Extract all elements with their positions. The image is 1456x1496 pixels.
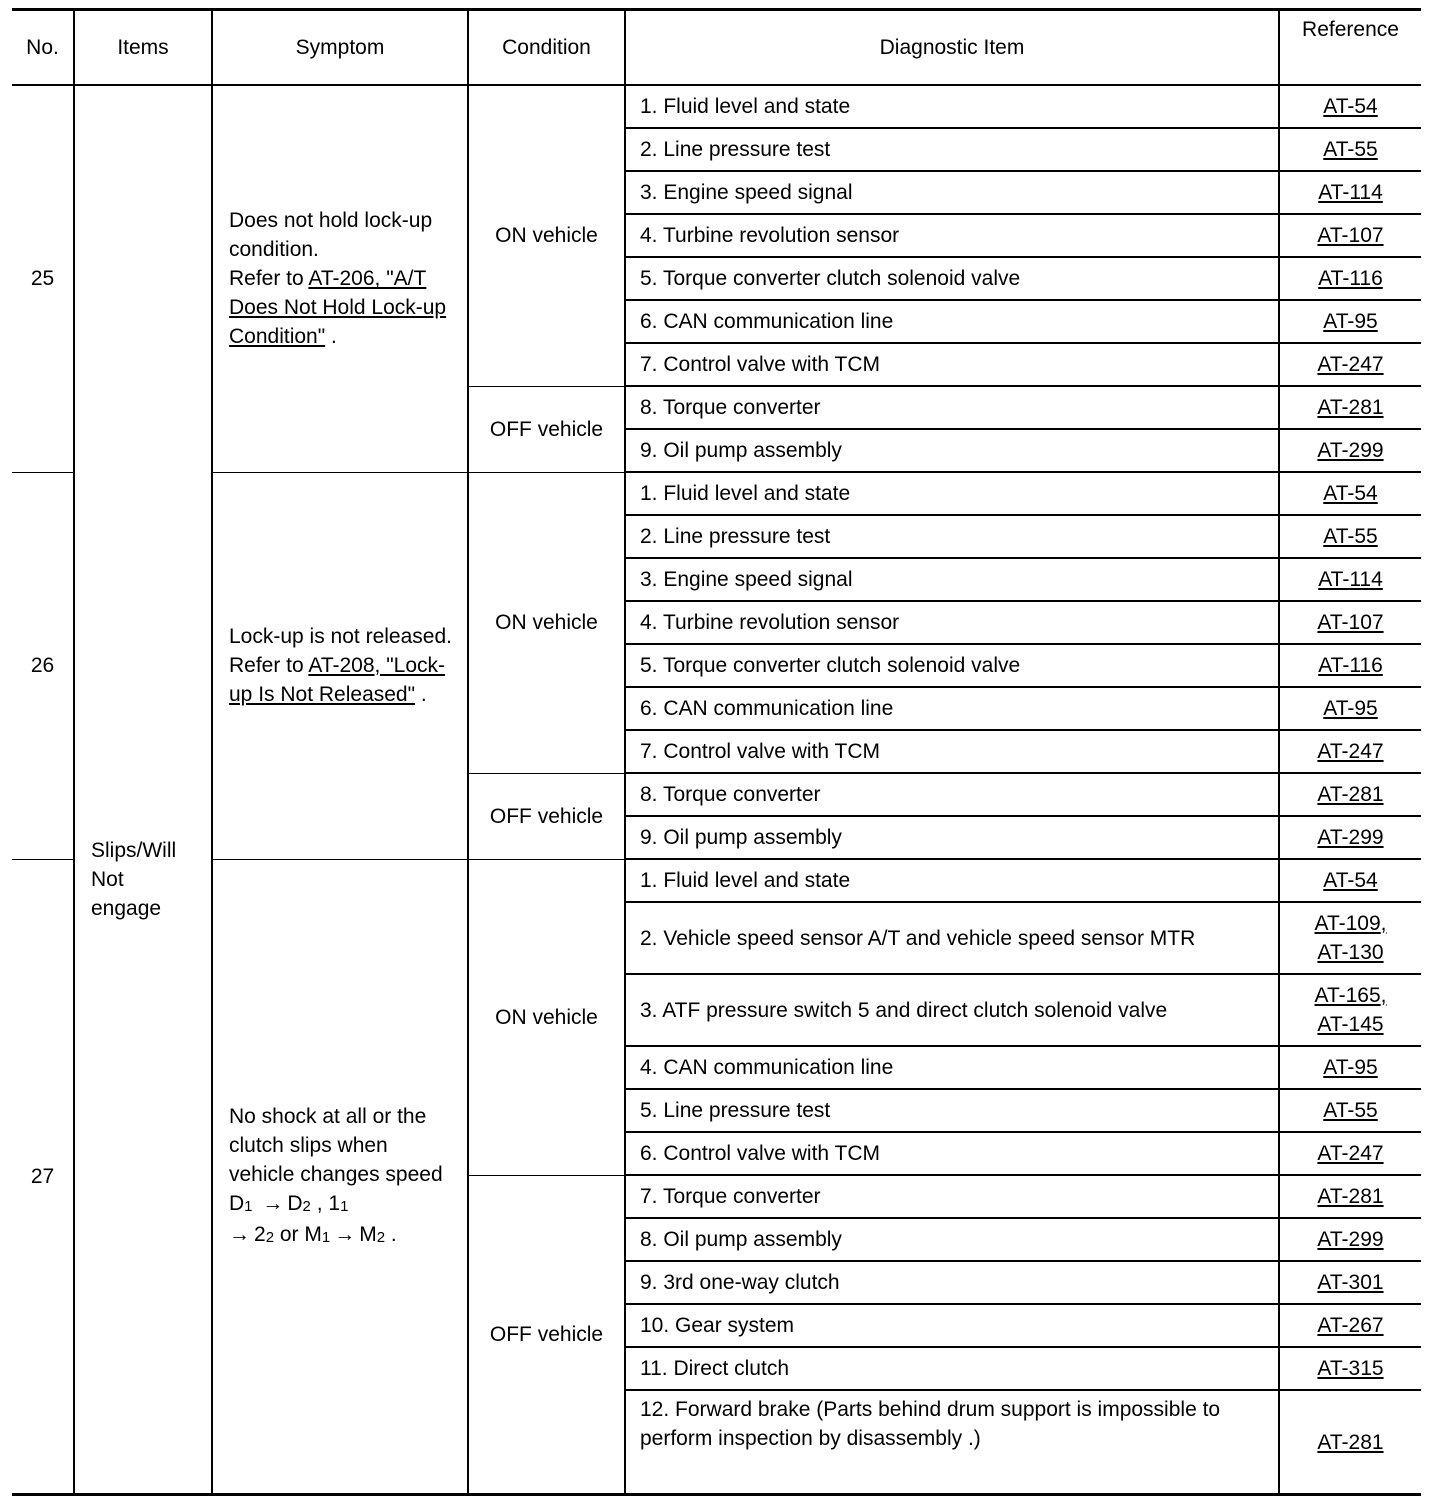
- reference-link[interactable]: AT-315: [1317, 1357, 1384, 1380]
- symptom-text: No shock at all or the clutch slips when vehicle changes speed: [229, 1104, 443, 1186]
- reference-cell: [1279, 257, 1421, 300]
- reference-cell: [1279, 1132, 1421, 1175]
- reference-cell: [1279, 1261, 1421, 1304]
- items-label-line: engage: [91, 897, 162, 920]
- reference-cell: [1279, 1046, 1421, 1089]
- diagnosis-table-container: [12, 8, 1421, 1496]
- speed-1: 1: [328, 1191, 341, 1215]
- row-number: 25: [12, 85, 74, 472]
- reference-cell: [1279, 730, 1421, 773]
- symptom-suffix: .: [415, 683, 427, 706]
- diagnostic-item: 7. Torque converter: [625, 1175, 1279, 1218]
- diagnostic-item: 10. Gear system: [625, 1304, 1279, 1347]
- reference-link[interactable]: AT-301: [1317, 1271, 1384, 1294]
- reference-link[interactable]: AT-114: [1318, 181, 1383, 204]
- symptom-text: Lock-up is not released.: [229, 625, 452, 648]
- reference-cell: [1279, 429, 1421, 472]
- items-cell: [74, 85, 212, 1493]
- reference-cell: [1279, 773, 1421, 816]
- reference-link[interactable]: AT-55: [1323, 525, 1378, 548]
- condition-on-vehicle: ON vehicle: [468, 85, 625, 386]
- reference-cell: [1279, 1390, 1421, 1493]
- reference-link[interactable]: AT-247: [1317, 740, 1384, 763]
- reference-link[interactable]: AT-95: [1323, 1056, 1378, 1079]
- reference-cell: [1279, 515, 1421, 558]
- diagnostic-item: 3. Engine speed signal: [625, 558, 1279, 601]
- reference-cell: [1279, 1218, 1421, 1261]
- header-row: [12, 11, 1421, 85]
- speed-m: M: [359, 1222, 377, 1246]
- arrow-icon: →: [229, 1222, 250, 1246]
- subscript: 1: [244, 1197, 253, 1215]
- reference-cell: [1279, 558, 1421, 601]
- condition-on-vehicle: ON vehicle: [468, 472, 625, 773]
- symptom-cell: [212, 472, 468, 859]
- diagnostic-item: 7. Control valve with TCM: [625, 343, 1279, 386]
- speed-2: 2: [254, 1222, 266, 1246]
- diagnostic-item: 9. 3rd one-way clutch: [625, 1261, 1279, 1304]
- diagnostic-item: 12. Forward brake (Parts behind drum support is impossible to perform inspection by disassembly .): [625, 1390, 1279, 1493]
- reference-cell: [1279, 171, 1421, 214]
- header-condition: Condition: [468, 11, 625, 85]
- condition-off-vehicle: OFF vehicle: [468, 386, 625, 472]
- reference-link[interactable]: AT-247: [1317, 353, 1384, 376]
- condition-on-vehicle: ON vehicle: [468, 859, 625, 1175]
- diagnostic-item: 8. Torque converter: [625, 386, 1279, 429]
- reference-link[interactable]: AT-114: [1318, 568, 1383, 591]
- reference-link[interactable]: AT-281: [1317, 1185, 1384, 1208]
- row-number: 26: [12, 472, 74, 859]
- symptom-suffix: .: [325, 325, 337, 349]
- diagnostic-item: 9. Oil pump assembly: [625, 429, 1279, 472]
- arrow-icon: →: [334, 1222, 356, 1246]
- reference-cell: [1279, 974, 1421, 1046]
- diagnostic-item: 3. ATF pressure switch 5 and direct clutch solenoid valve: [625, 974, 1279, 1046]
- subscript: 2: [265, 1228, 275, 1246]
- header-symptom: Symptom: [212, 11, 468, 85]
- speed-d: D: [229, 1191, 245, 1215]
- diagnostic-item: 6. CAN communication line: [625, 687, 1279, 730]
- reference-cell: [1279, 1089, 1421, 1132]
- diagnostic-item: 2. Vehicle speed sensor A/T and vehicle speed sensor MTR: [625, 902, 1279, 974]
- symptom-text: Does not hold lock-up condition.: [229, 209, 433, 262]
- subscript: 2: [376, 1228, 386, 1246]
- reference-link[interactable]: AT-281: [1317, 1430, 1384, 1454]
- reference-cell: [1279, 472, 1421, 515]
- diagnostic-item: 1. Fluid level and state: [625, 472, 1279, 515]
- diagnostic-item: 7. Control valve with TCM: [625, 730, 1279, 773]
- subscript: 1: [321, 1228, 331, 1246]
- reference-link[interactable]: AT-165,: [1314, 984, 1387, 1007]
- diagnostic-item: 4. Turbine revolution sensor: [625, 601, 1279, 644]
- speed-d: D: [287, 1191, 303, 1215]
- reference-link[interactable]: AT-54: [1323, 869, 1378, 892]
- reference-cell: [1279, 859, 1421, 902]
- reference-cell: [1279, 300, 1421, 343]
- reference-link[interactable]: AT-145: [1317, 1013, 1384, 1036]
- reference-cell: [1279, 644, 1421, 687]
- header-no: No.: [12, 11, 74, 85]
- diagnostic-item: 11. Direct clutch: [625, 1347, 1279, 1390]
- symptom-reference-link[interactable]: AT-208, "Lock-up Is Not Released": [229, 654, 446, 706]
- condition-off-vehicle: OFF vehicle: [468, 773, 625, 859]
- reference-cell: [1279, 816, 1421, 859]
- reference-link[interactable]: AT-107: [1317, 224, 1384, 247]
- refer-prefix: Refer to: [229, 267, 309, 291]
- subscript: 2: [302, 1197, 311, 1215]
- symptom-reference-link[interactable]: AT-206, "A/T Does Not Hold Lock-up Condition": [229, 267, 447, 349]
- diagnostic-item: 5. Torque converter clutch solenoid valve: [625, 257, 1279, 300]
- reference-cell: [1279, 601, 1421, 644]
- comma: ,: [310, 1191, 329, 1215]
- diagnostic-item: 8. Torque converter: [625, 773, 1279, 816]
- reference-link[interactable]: AT-299: [1317, 439, 1384, 462]
- diagnostic-item: 8. Oil pump assembly: [625, 1218, 1279, 1261]
- reference-cell: [1279, 1347, 1421, 1390]
- reference-link[interactable]: AT-95: [1323, 310, 1378, 333]
- header-reference: Reference: [1279, 11, 1421, 85]
- reference-link[interactable]: AT-281: [1317, 783, 1384, 806]
- symptom-cell: [212, 85, 468, 472]
- reference-link[interactable]: AT-55: [1323, 138, 1378, 161]
- diagnostic-item: 5. Torque converter clutch solenoid valve: [625, 644, 1279, 687]
- subscript: 1: [340, 1197, 349, 1215]
- reference-cell: [1279, 687, 1421, 730]
- reference-link[interactable]: AT-55: [1323, 1099, 1378, 1122]
- reference-link[interactable]: AT-299: [1317, 1228, 1384, 1251]
- reference-link[interactable]: AT-267: [1317, 1314, 1384, 1337]
- row-number: 27: [30, 1164, 55, 1188]
- diagnostic-item: 6. CAN communication line: [625, 300, 1279, 343]
- diagnostic-item: 2. Line pressure test: [625, 128, 1279, 171]
- header-diagnostic-item: Diagnostic Item: [625, 11, 1279, 85]
- refer-prefix: Refer to: [229, 654, 309, 677]
- reference-cell: [1279, 214, 1421, 257]
- items-label-line: Slips/Will: [91, 839, 177, 862]
- diagnostic-item: 4. CAN communication line: [625, 1046, 1279, 1089]
- diagnosis-table: [12, 11, 1421, 1493]
- symptom-cell: [212, 859, 468, 1493]
- reference-link[interactable]: AT-116: [1318, 267, 1383, 290]
- reference-link[interactable]: AT-54: [1323, 482, 1378, 505]
- diagnostic-item: 5. Line pressure test: [625, 1089, 1279, 1132]
- diagnostic-item: 4. Turbine revolution sensor: [625, 214, 1279, 257]
- symptom-suffix: .: [385, 1222, 397, 1246]
- reference-link[interactable]: AT-281: [1317, 396, 1384, 419]
- items-label-line: Not: [91, 868, 124, 891]
- reference-link[interactable]: AT-130: [1317, 941, 1384, 964]
- diagnostic-item: 2. Line pressure test: [625, 515, 1279, 558]
- arrow-icon: →: [262, 1191, 284, 1215]
- reference-cell: [1279, 1175, 1421, 1218]
- diagnostic-item: 1. Fluid level and state: [625, 859, 1279, 902]
- diagnostic-item: 6. Control valve with TCM: [625, 1132, 1279, 1175]
- reference-link[interactable]: AT-95: [1323, 697, 1378, 720]
- reference-cell: [1279, 128, 1421, 171]
- reference-cell: [1279, 343, 1421, 386]
- condition-off-vehicle: OFF vehicle: [468, 1175, 625, 1493]
- reference-link[interactable]: AT-116: [1318, 654, 1383, 677]
- speed-m: M: [304, 1222, 322, 1246]
- diagnostic-item: 1. Fluid level and state: [625, 85, 1279, 128]
- reference-cell: [1279, 386, 1421, 429]
- diagnostic-item: 3. Engine speed signal: [625, 171, 1279, 214]
- table-row: [12, 472, 1421, 515]
- reference-cell: [1279, 1304, 1421, 1347]
- table-row: [12, 859, 1421, 902]
- reference-cell: [1279, 902, 1421, 974]
- reference-link[interactable]: AT-54: [1323, 95, 1378, 118]
- reference-link[interactable]: AT-299: [1317, 826, 1384, 849]
- reference-link[interactable]: AT-109,: [1314, 912, 1387, 935]
- reference-cell: [1279, 85, 1421, 128]
- reference-link[interactable]: AT-247: [1317, 1142, 1384, 1165]
- table-row: [12, 85, 1421, 128]
- reference-link[interactable]: AT-107: [1317, 611, 1384, 634]
- diagnostic-item: 9. Oil pump assembly: [625, 816, 1279, 859]
- header-items: Items: [74, 11, 212, 85]
- or-text: or: [274, 1222, 305, 1246]
